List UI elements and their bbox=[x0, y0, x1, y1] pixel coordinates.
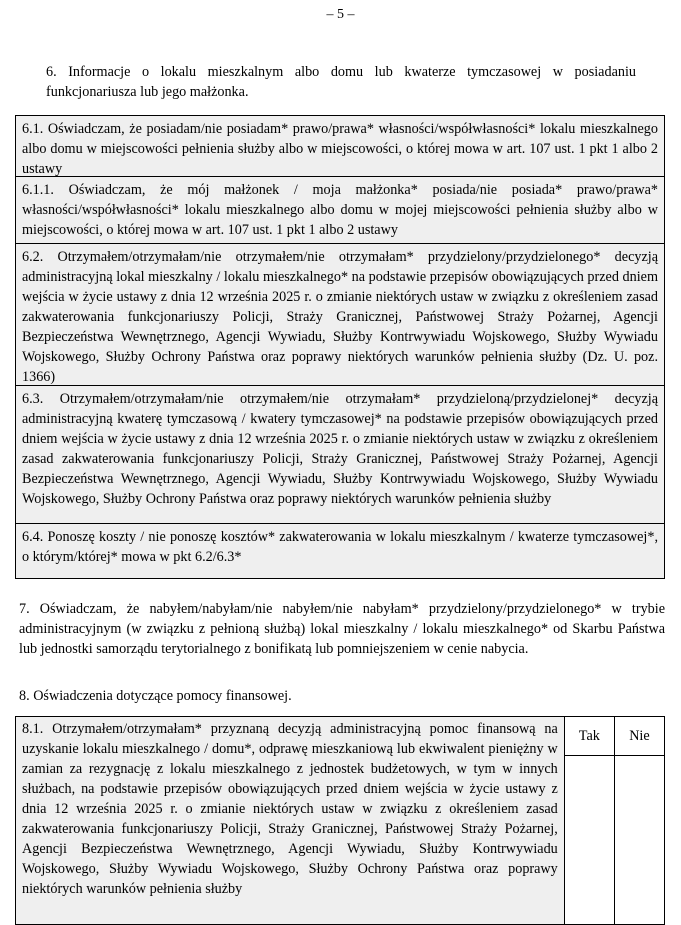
yes-column-header: Tak bbox=[564, 717, 614, 756]
item-8-1-text: 8.1. Otrzymałem/otrzymałam* przyznaną decyzją administracyjną pomoc finansową na uzyskanie lokalu mieszkalnego / domu*, odprawę mieszkaniową lub ekwiwalent pieniężny w zamian za rezygnację z lokalu mieszkalnego z jednostek budżetowych, w tym w innych służbach, na podstawie przepisów obowiązujących przed dniem wejścia w życie ustawy z dnia 12 września 2025 r. o zmianie niektórych ustaw w związku z określeniem zasad zakwaterowania funkcjonariuszy Policji, Straży Granicznej, Państwowej Straży Pożarnej, Agencji Bezpieczeństwa Wewnętrznego, Agencji Wywiadu, Służby Kontrwywiadu Wojskowego, Służby Wywiadu Wojskowego, Służby Ochrony Państwa oraz poprawy niektórych warunków pełnienia służby bbox=[16, 717, 565, 925]
item-8-1-table bbox=[15, 716, 665, 925]
section-6-heading: 6. Informacje o lokalu mieszkalnym albo domu lub kwaterze tymczasowej w posiadaniu funkcjonariusza lub jego małżonka. bbox=[46, 64, 636, 100]
no-answer-cell[interactable] bbox=[614, 756, 664, 925]
page-number: – 5 – bbox=[326, 7, 355, 22]
section-8-heading: 8. Oświadczenia dotyczące pomocy finansowej. bbox=[19, 688, 292, 704]
yes-answer-cell[interactable] bbox=[564, 756, 614, 925]
item-6-3: 6.3. Otrzymałem/otrzymałam/nie otrzymałem/nie otrzymałam* przydzieloną/przydzielonej* decyzją administracyjną kwaterę tymczasową / kwatery tymczasowej* na podstawie przepisów obowiązujących przed dniem wejścia w życie ustawy z dnia 12 września 2025 r. o zmianie niektórych ustaw w związku z określeniem zasad zakwaterowania funkcjonariuszy Policji, Straży Granicznej, Państwowej Straży Pożarnej, Agencji Bezpieczeństwa Wewnętrznego, Agencji Wywiadu, Służby Kontrwywiadu Wojskowego, Służby Wywiadu Wojskowego, Służby Ochrony Państwa oraz poprawy niektórych warunków pełnienia służby bbox=[16, 385, 664, 523]
item-6-2: 6.2. Otrzymałem/otrzymałam/nie otrzymałem/nie otrzymałam* przydzielony/przydzielonego* decyzją administracyjną lokal mieszkalny / lokalu mieszkalnego* na podstawie przepisów obowiązujących przed dniem wejścia w życie ustawy z dnia 12 września 2025 r. o zmianie niektórych ustaw w związku z określeniem zasad zakwaterowania funkcjonariuszy Policji, Straży Granicznej, Państwowej Straży Pożarnej, Agencji Bezpieczeństwa Wewnętrznego, Agencji Wywiadu, Służby Kontrwywiadu Wojskowego, Służby Wywiadu Wojskowego, Służby Ochrony Państwa oraz poprawy niektórych warunków pełnienia służby (Dz. U. poz. 1366) bbox=[16, 243, 664, 385]
no-column-header: Nie bbox=[614, 717, 664, 756]
section-7-text: 7. Oświadczam, że nabyłem/nabyłam/nie nabyłem/nie nabyłam* przydzielony/przydzielonego* w trybie administracyjnym (w związku z pełnioną służbą) lokal mieszkalny / lokalu mieszkalnego* od Skarbu Państwa lub jednostki samorządu terytorialnego z bonifikatą lub pomniejszeniem w cenie nabycia. bbox=[19, 601, 665, 657]
section-6-box bbox=[15, 115, 665, 579]
item-6-1-1: 6.1.1. Oświadczam, że mój małżonek / moja małżonka* posiada/nie posiada* prawo/prawa* własności/współwłasności* lokalu mieszkalnego albo domu w mojej miejscowości pełnienia służby albo w miejscowości, o której mowa w art. 107 ust. 1 pkt 1 albo 2 ustawy bbox=[16, 176, 664, 243]
item-6-4: 6.4. Ponoszę koszty / nie ponoszę kosztów* zakwaterowania w lokalu mieszkalnym / kwaterze tymczasowej*, o którym/której* mowa w pkt 6.2/6.3* bbox=[16, 523, 664, 578]
item-6-1: 6.1. Oświadczam, że posiadam/nie posiadam* prawo/prawa* własności/współwłasności* lokalu mieszkalnego albo domu w miejscowości pełnienia służby albo w miejscowości, o której mowa w art. 107 ust. 1 pkt 1 albo 2 ustawy bbox=[22, 121, 658, 177]
